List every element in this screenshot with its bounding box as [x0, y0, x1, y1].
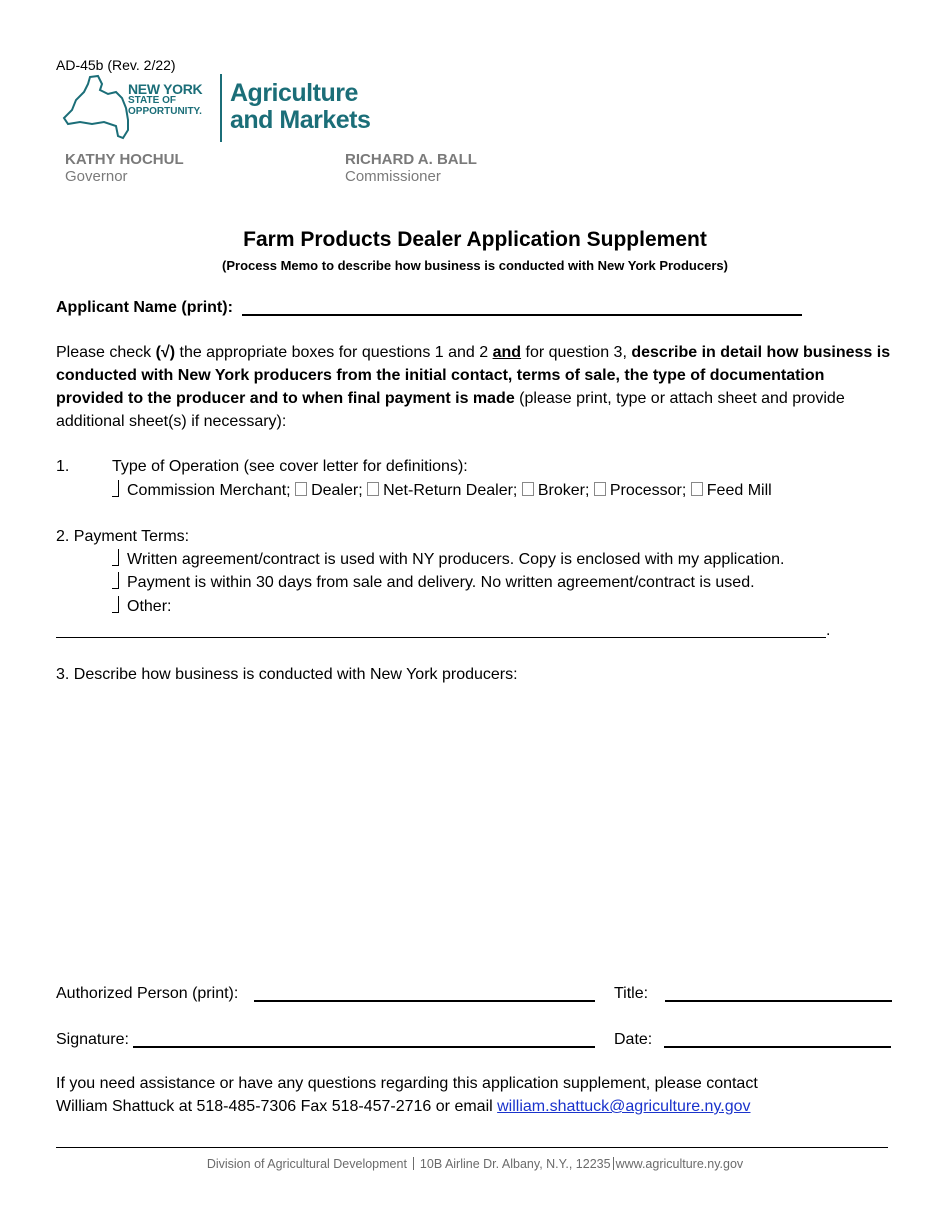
checkbox-commission-merchant[interactable] [112, 480, 119, 497]
date-field[interactable] [664, 1046, 891, 1048]
logo-agriculture: Agriculture [230, 79, 358, 107]
signature-field[interactable] [133, 1046, 595, 1048]
logo-and-markets: and Markets [230, 106, 371, 134]
checkbox-dealer[interactable] [295, 482, 307, 496]
checkbox-30-days[interactable] [112, 572, 119, 589]
other-terms-field[interactable] [56, 637, 826, 638]
contact-line-2: William Shattuck at 518-485-7306 Fax 518-457-2716 or email william.shattuck@agriculture.ny.gov [56, 1098, 751, 1115]
page-title: Farm Products Dealer Application Supplement [243, 228, 707, 251]
checkbox-net-return-dealer[interactable] [367, 482, 379, 496]
applicant-name-label: Applicant Name (print): [56, 299, 233, 316]
commissioner-title: Commissioner [345, 168, 441, 185]
q1-number: 1. [56, 458, 70, 475]
checkbox-other[interactable] [112, 596, 119, 613]
applicant-name-field[interactable] [242, 314, 802, 316]
q2-label: 2. Payment Terms: [56, 528, 190, 545]
contact-email-link[interactable]: william.shattuck@agriculture.ny.gov [497, 1098, 751, 1115]
logo-new-york: NEW YORK [128, 81, 203, 97]
title-field[interactable] [665, 1000, 892, 1002]
commissioner-name: RICHARD A. BALL [345, 151, 477, 168]
signature-label: Signature: [56, 1031, 129, 1048]
authorized-person-field[interactable] [254, 1000, 595, 1002]
logo-divider [220, 74, 222, 142]
q2-option-other: Other: [112, 595, 171, 618]
q3-description-area[interactable] [56, 690, 896, 960]
logo-state-of: STATE OF [128, 95, 176, 106]
checkbox-broker[interactable] [522, 482, 534, 496]
footer-divider [56, 1147, 888, 1148]
q1-options: Commission Merchant; Dealer; Net-Return Dealer; Broker; Processor; Feed Mill [112, 479, 772, 502]
date-label: Date: [614, 1031, 653, 1048]
page-subtitle: (Process Memo to describe how business is conducted with New York Producers) [222, 258, 728, 273]
checkbox-written-agreement[interactable] [112, 549, 119, 566]
footer: Division of Agricultural Development 10B Airline Dr. Albany, N.Y., 12235 www.agriculture.ny.gov [206, 1157, 744, 1171]
form-code: AD-45b (Rev. 2/22) [56, 57, 176, 73]
instructions: Please check (√) the appropriate boxes for questions 1 and 2 and for question 3, describe in detail how business is conducted with New York producers from the initial contact, terms of sale, the type of documentation provided to the producer and to when final payment is made (please print, type or attach sheet and provide additional sheet(s) if necessary): [56, 344, 891, 430]
q2-option-30-days: Payment is within 30 days from sale and delivery. No written agreement/contract is used. [112, 571, 755, 594]
title-label: Title: [614, 985, 649, 1002]
other-period: . [826, 622, 831, 639]
checkbox-processor[interactable] [594, 482, 606, 496]
q2-option-written-agreement: Written agreement/contract is used with NY producers. Copy is enclosed with my application. [112, 548, 785, 571]
agency-logo [60, 74, 390, 146]
governor-title: Governor [65, 168, 128, 185]
logo-opportunity: OPPORTUNITY. [128, 106, 202, 117]
contact-line-1: If you need assistance or have any questions regarding this application supplement, please contact [56, 1075, 758, 1092]
q1-label: Type of Operation (see cover letter for definitions): [112, 458, 468, 475]
checkbox-feed-mill[interactable] [691, 482, 703, 496]
new-york-state-outline-icon [60, 74, 135, 144]
authorized-person-label: Authorized Person (print): [56, 985, 239, 1002]
q3-label: 3. Describe how business is conducted with New York producers: [56, 666, 518, 683]
governor-name: KATHY HOCHUL [65, 151, 184, 168]
